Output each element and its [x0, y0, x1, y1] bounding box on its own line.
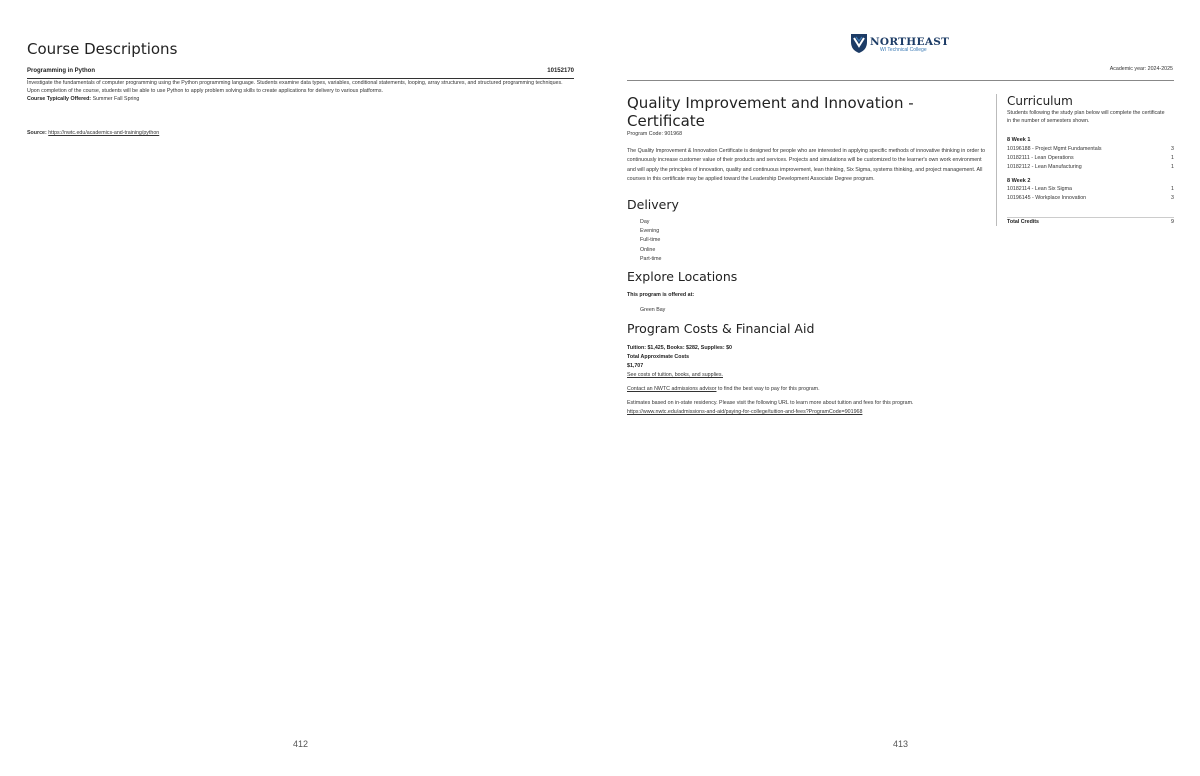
course-descriptions-title: Course Descriptions: [27, 40, 178, 58]
locations-heading: Explore Locations: [627, 269, 738, 284]
course-credits: 3: [1171, 195, 1174, 201]
logo-subtitle: WI Technical College: [880, 47, 927, 53]
course-offered-value: Summer Fall Spring: [92, 96, 140, 102]
delivery-item: Full-time: [640, 237, 661, 244]
course-label: 10196188 - Project Mgmt Fundamentals: [1007, 146, 1102, 152]
program-description: The Quality Improvement & Innovation Certificate is designed for people who are interested in applying specific methods of innovative thinking in order to continuously increase customer value of their products and services. Projects and simulations will be customized to the learner's own work environment and will apply the principles of innovation, quality and continuous improvement, lean thinking, Six Sigma, systems thinking, and project management. All courses in this certificate may be applied toward the Leadership Development Associate Degree program.: [627, 148, 986, 182]
header-divider: [627, 80, 1174, 81]
course-label: 10182114 - Lean Six Sigma: [1007, 186, 1072, 192]
total-divider: [1007, 217, 1174, 218]
shield-logo-icon: [850, 32, 868, 54]
source-label: Source:: [27, 130, 47, 136]
total-costs-label: Total Approximate Costs: [627, 354, 690, 360]
delivery-item: Part-time: [640, 255, 662, 262]
course-offered-label: Course Typically Offered:: [27, 96, 92, 102]
source-line: [27, 130, 159, 136]
total-credits-value: 9: [1171, 219, 1174, 225]
curriculum-intro: Students following the study plan below will complete the certificate in the number of semesters shown.: [1007, 110, 1165, 124]
total-credits-row: [1007, 219, 1174, 225]
costs-breakdown: Tuition: $1,425, Books: $282, Supplies: $0: [627, 345, 732, 351]
course-offered: [27, 96, 139, 102]
delivery-item: Evening: [640, 228, 660, 235]
curriculum-heading: Curriculum: [1007, 94, 1073, 108]
course-code: 10152170: [547, 68, 574, 74]
costs-heading: Program Costs & Financial Aid: [627, 321, 815, 336]
costs-section: [627, 344, 913, 417]
total-credits-label: Total Credits: [1007, 219, 1039, 225]
course-credits: 1: [1171, 186, 1174, 192]
estimates-note: Estimates based on in-state residency. Please visit the following URL to learn more about tuition and fees for this program.: [627, 400, 914, 406]
curriculum-panel: [996, 94, 1175, 226]
delivery-list: [640, 218, 662, 264]
total-costs-value: $1,707: [627, 363, 644, 369]
curriculum-course-row: [1007, 164, 1174, 170]
course-label: 10182111 - Lean Operations: [1007, 155, 1074, 161]
right-page: [600, 0, 1200, 776]
program-title: Quality Improvement and Innovation - Certificate: [627, 94, 914, 130]
page-number-left: 412: [293, 739, 309, 749]
curriculum-course-row: [1007, 186, 1174, 192]
term-heading: 8 Week 2: [1007, 178, 1031, 184]
college-logo: [850, 32, 960, 56]
academic-year: Academic year: 2024-2025: [1109, 66, 1173, 72]
tuition-fees-link[interactable]: https://www.nwtc.edu/admissions-and-aid/paying-for-college/tuition-and-fees?ProgramCode=901968: [627, 409, 863, 415]
offered-at-label: This program is offered at:: [627, 292, 695, 298]
course-description: Investigate the fundamentals of computer programming using the Python programming language. Students examine data types, variables, conditional statements, looping, array structures, and structured programming techniques. Upon completion of the course, students will be able to use Python to apply problem solving skills to create applications for delivery to various platforms.: [27, 80, 563, 94]
location-item: Green Bay: [640, 307, 666, 313]
logo-name: NORTHEAST: [870, 36, 950, 48]
course-credits: 1: [1171, 164, 1174, 170]
course-credits: 3: [1171, 146, 1174, 152]
delivery-item: Day: [640, 219, 650, 225]
contact-advisor-link[interactable]: Contact an NWTC admissions advisor: [627, 386, 717, 392]
curriculum-course-row: [1007, 195, 1174, 201]
curriculum-course-row: [1007, 155, 1174, 161]
course-header-row: [27, 68, 574, 79]
program-code: Program Code: 901968: [627, 131, 683, 137]
term-heading: 8 Week 1: [1007, 137, 1031, 143]
delivery-item: Online: [640, 246, 656, 253]
contact-advisor-text: to find the best way to pay for this program.: [716, 386, 820, 392]
course-label: 10196145 - Workplace Innovation: [1007, 195, 1087, 201]
source-link[interactable]: https://nwtc.edu/academics-and-training/python: [48, 130, 160, 136]
delivery-heading: Delivery: [627, 197, 679, 212]
course-credits: 1: [1171, 155, 1174, 161]
course-name: Programming in Python: [27, 68, 96, 74]
curriculum-course-row: [1007, 146, 1174, 152]
see-costs-link[interactable]: See costs of tuition, books, and supplies.: [627, 372, 723, 378]
course-label: 10182112 - Lean Manufacturing: [1007, 164, 1082, 170]
page-number-right: 413: [893, 739, 909, 749]
